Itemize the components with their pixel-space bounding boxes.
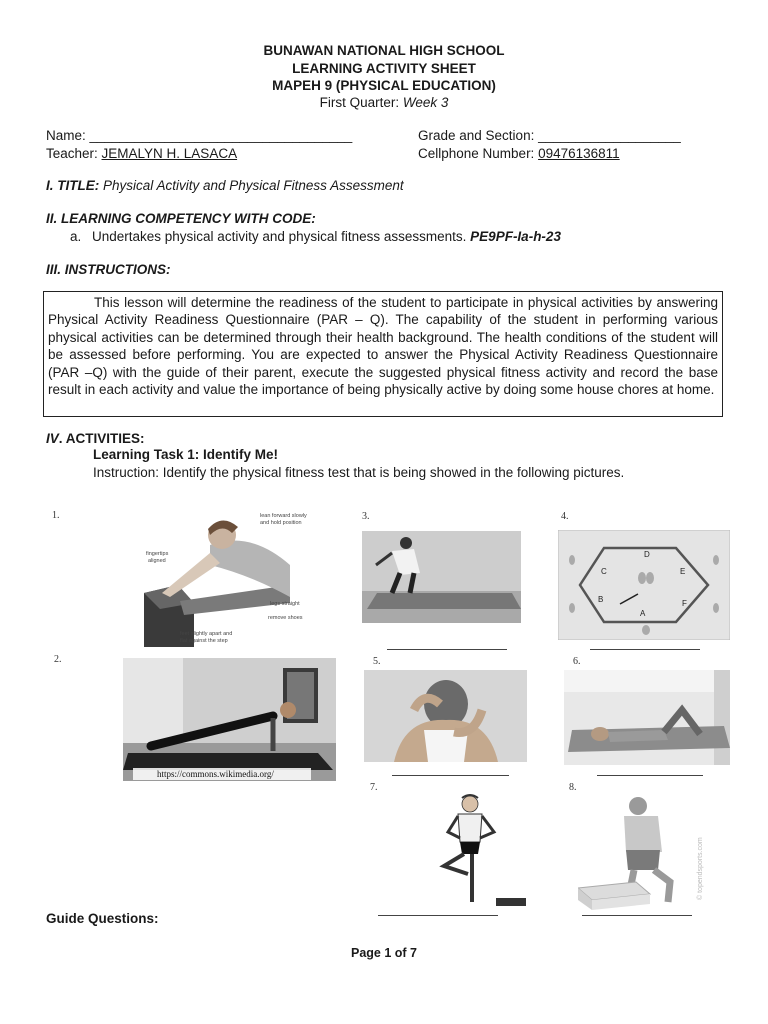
competency-marker: a. <box>70 229 82 244</box>
fig1-label-d: aligned <box>148 558 166 564</box>
guide-questions-heading: Guide Questions: <box>46 911 159 926</box>
answer-line-3 <box>387 649 507 650</box>
hex-letter-c: C <box>601 567 607 576</box>
page-number: Page 1 of 7 <box>351 946 417 960</box>
title-label: I. TITLE: <box>46 178 100 193</box>
activities-label <box>46 431 145 446</box>
step-test-watermark: © topendsports.com <box>697 837 704 900</box>
figure-number-6: 6. <box>573 656 581 667</box>
title-section <box>46 178 404 193</box>
competency-code: PE9PF-Ia-h-23 <box>470 229 561 244</box>
long-jump-photo <box>362 531 521 623</box>
grade-line <box>418 128 681 143</box>
stork-stand-illustration <box>410 792 532 910</box>
school-name: BUNAWAN NATIONAL HIGH SCHOOL <box>263 43 505 58</box>
quarter-prefix: First Quarter: <box>319 95 403 110</box>
teacher-line <box>46 146 237 161</box>
fig1-label-h: flat against the step <box>180 638 228 644</box>
phone-value: 09476136811 <box>538 146 620 161</box>
quarter-line <box>0 95 768 110</box>
subject-title: MAPEH 9 (PHYSICAL EDUCATION) <box>272 78 496 93</box>
competency-item <box>70 229 561 244</box>
teacher-label: Teacher: <box>46 146 102 161</box>
hex-letter-f: F <box>682 599 687 608</box>
hex-letter-e: E <box>680 567 686 576</box>
instructions-text: This lesson will determine the readiness of the student to participate in physical activities by answering Physical Activity Readiness Questionnaire (PAR – Q). The capability of the student in performing various physical activities can be determined through their health background. The health conditions of the student will be assessed before performing. You are expected to answer the Physical Activity Readiness Questionnaire (PAR –Q) with the guide of their parent, execute the suggested physical fitness activity and record the base result in each activity and value the importance of being physically active by doing some house chores at home. <box>48 295 718 398</box>
fig1-label-c: fingertips <box>146 551 169 557</box>
name-blank: ___________________________________ <box>89 128 353 143</box>
answer-line-5 <box>392 775 509 776</box>
activities-rest: . ACTIVITIES: <box>58 431 145 446</box>
quarter-week: Week 3 <box>402 95 449 110</box>
figure-number-7: 7. <box>370 782 378 793</box>
figure-number-8: 8. <box>569 782 577 793</box>
fig1-label-b: and hold position <box>260 520 302 526</box>
fig1-label-f: remove shoes <box>268 615 303 621</box>
figure-number-5: 5. <box>373 656 381 667</box>
fig1-label-g: feet slightly apart and <box>180 631 233 637</box>
fig1-label-a: lean forward slowly <box>260 513 307 519</box>
hex-letter-b: B <box>598 595 604 604</box>
name-label: Name: <box>46 128 90 143</box>
instructions-box <box>43 291 723 417</box>
answer-line-8 <box>582 915 692 916</box>
push-up-caption: https://commons.wikimedia.org/ <box>157 769 274 779</box>
sheet-title: LEARNING ACTIVITY SHEET <box>292 61 476 76</box>
name-line <box>46 128 352 143</box>
task-instruction: Instruction: Identify the physical fitness test that is being showed in the following pictures. <box>93 465 625 480</box>
hex-letter-a: A <box>640 609 646 618</box>
figure-number-4: 4. <box>561 511 569 522</box>
zipper-test-photo <box>364 670 527 762</box>
step-test-illustration <box>578 790 718 910</box>
teacher-value: JEMALYN H. LASACA <box>101 146 238 161</box>
figure-number-2: 2. <box>54 654 62 665</box>
phone-label: Cellphone Number: <box>418 146 539 161</box>
competency-label: II. LEARNING COMPETENCY WITH CODE: <box>46 211 316 226</box>
hexagon-agility-diagram <box>558 530 730 640</box>
push-up-photo <box>123 658 336 781</box>
grade-label: Grade and Section: <box>418 128 539 143</box>
curl-up-photo <box>564 670 730 765</box>
figure-number-3: 3. <box>362 511 370 522</box>
task-title: Learning Task 1: Identify Me! <box>93 447 279 462</box>
answer-line-7 <box>378 915 498 916</box>
activities-num: IV <box>46 431 59 446</box>
hex-letter-d: D <box>644 550 650 559</box>
answer-line-4 <box>590 649 700 650</box>
answer-line-6 <box>597 775 703 776</box>
sit-and-reach-illustration <box>140 505 340 650</box>
title-text: Physical Activity and Physical Fitness Assessment <box>99 178 404 193</box>
figure-number-1: 1. <box>52 510 60 521</box>
competency-text: Undertakes physical activity and physical fitness assessments. <box>92 229 471 244</box>
grade-blank: ___________________ <box>538 128 681 143</box>
instructions-label: III. INSTRUCTIONS: <box>46 262 171 277</box>
phone-line <box>418 146 620 161</box>
fig1-label-e: legs straight <box>270 601 300 607</box>
